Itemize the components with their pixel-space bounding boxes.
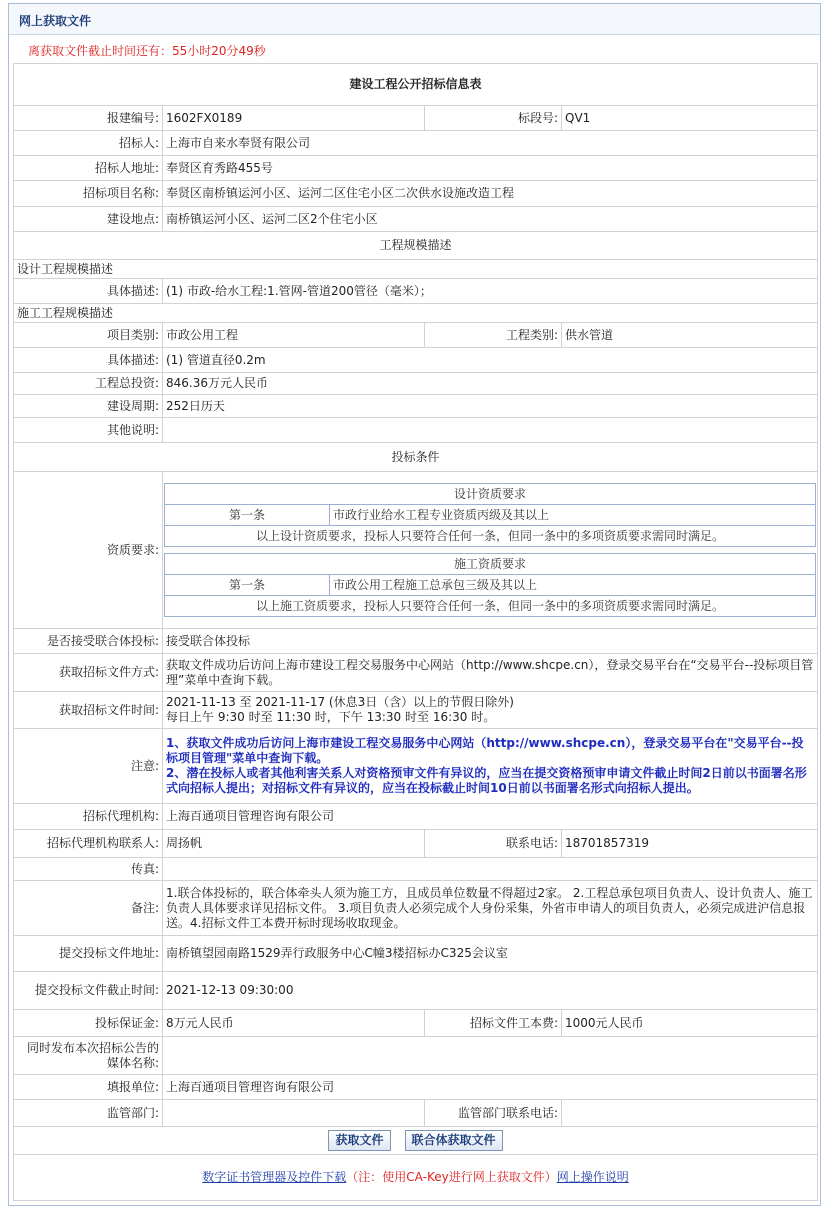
bid-conditions-heading: 投标条件 [14,443,818,472]
tenderer-label: 招标人: [14,131,163,156]
bid-info-table [13,63,818,1201]
supervisor-phone-label: 监管部门联系电话: [425,1100,562,1127]
construction-qualification-note: 以上施工资质要求，投标人只要符合任何一条，但同一条中的多项资质要求需同时满足。 [165,596,816,617]
construction-scale-heading: 施工工程规模描述 [14,304,818,323]
deposit-value: 8万元人民币 [163,1010,425,1037]
submit-addr-value: 南桥镇望园南路1529弄行政服务中心C幢3楼招标办C325会议室 [163,936,818,972]
obtain-method-label: 获取招标文件方式: [14,654,163,692]
agency-value: 上海百通项目管理咨询有限公司 [163,804,818,830]
media-value [163,1037,818,1075]
qualification-panel [163,472,818,629]
media-label: 同时发布本次招标公告的媒体名称: [14,1037,163,1075]
period-label: 建设周期: [14,395,163,418]
filler-value: 上海百通项目管理咨询有限公司 [163,1075,818,1100]
site-label: 建设地点: [14,207,163,232]
other-label: 其他说明: [14,418,163,443]
cert-manager-download-link[interactable]: 数字证书管理器及控件下载 [202,1170,347,1184]
design-scale-heading: 设计工程规模描述 [14,260,818,279]
design-desc-value: (1) 市政-给水工程:1.管网-管道200管径（毫米）； [163,279,818,304]
construction-qualification-title: 施工资质要求 [165,554,816,575]
form-title: 建设工程公开招标信息表 [14,64,818,106]
tenderer-value: 上海市自来水奉贤有限公司 [163,131,818,156]
remark-value: 1.联合体投标的，联合体牵头人须为施工方，且成员单位数量不得超过2家。 2.工程总承包项目负责人、设计负责人、施工负责人具体要求详见招标文件。 3.项目负责人必须完成个人身份采集，外省市申请人的项目负责人，必须完成进沪信息报送。4.招标文件工本费开标时现场收取现金。 [163,881,818,936]
action-bar [14,1127,818,1155]
supervisor-phone-value [562,1100,818,1127]
joint-bid-value: 接受联合体投标 [163,629,818,654]
report-no-value: 1602FX0189 [163,106,425,131]
notice-value [163,729,818,804]
panel-header [9,4,820,35]
joint-get-file-button[interactable]: 联合体获取文件 [405,1130,503,1151]
filler-label: 填报单位: [14,1075,163,1100]
fax-value [163,858,818,881]
agency-label: 招标代理机构: [14,804,163,830]
obtain-method-value: 获取文件成功后访问上海市建设工程交易服务中心网站（http://www.shcpe.cn），登录交易平台在“交易平台--投标项目管理”菜单中查询下载。 [163,654,818,692]
construction-qualification-table [164,553,816,617]
submit-deadline-value: 2021-12-13 09:30:00 [163,972,818,1010]
obtain-time-label: 获取招标文件时间: [14,692,163,729]
tenderer-addr-value: 奉贤区育秀路455号 [163,156,818,181]
get-file-button[interactable]: 获取文件 [328,1130,390,1151]
submit-addr-label: 提交投标文件地址: [14,936,163,972]
category-label: 项目类别: [14,323,163,348]
site-value: 南桥镇运河小区、运河二区2个住宅小区 [163,207,818,232]
design-qualification-note: 以上设计资质要求，投标人只要符合任何一条，但同一条中的多项资质要求需同时满足。 [165,526,816,547]
doc-fee-label: 招标文件工本费: [425,1010,562,1037]
supervisor-value [163,1100,425,1127]
investment-label: 工程总投资: [14,373,163,395]
construction-desc-value: (1) 管道直径0.2m [163,348,818,373]
period-value: 252日历天 [163,395,818,418]
online-operation-guide-link[interactable]: 网上操作说明 [556,1170,629,1184]
fax-label: 传真: [14,858,163,881]
category-value: 市政公用工程 [163,323,425,348]
doc-fee-value: 1000元人民币 [562,1010,818,1037]
tenderer-addr-label: 招标人地址: [14,156,163,181]
obtain-time-value [163,692,818,729]
joint-bid-label: 是否接受联合体投标: [14,629,163,654]
design-desc-label: 具体描述: [14,279,163,304]
construction-desc-label: 具体描述: [14,348,163,373]
scale-section-heading: 工程规模描述 [14,232,818,260]
obtain-time-dates: 2021-11-13 至 2021-11-17 (休息3日（含）以上的节假日除外) [166,695,514,709]
design-qualification-title: 设计资质要求 [165,484,816,505]
notice-line-2: 2、潜在投标人或者其他利害关系人对资格预审文件有异议的，应当在提交资格预审申请文件截止时间2日前以书面署名形式向招标人提出；对招标文件有异议的，应当在投标截止时间10日前以书面署名形式向招标人提出。 [166,766,807,795]
notice-line-1: 1、获取文件成功后访问上海市建设工程交易服务中心网站（http://www.shcpe.cn），登录交易平台在"交易平台--投标项目管理"菜单中查询下载。 [166,736,804,765]
other-value [163,418,818,443]
section-no-value: QV1 [562,106,818,131]
remark-label: 备注: [14,881,163,936]
design-item-text: 市政行业给水工程专业资质丙级及其以上 [330,505,816,526]
agency-phone-value: 18701857319 [562,830,818,858]
report-no-label: 报建编号: [14,106,163,131]
agency-phone-label: 联系电话: [425,830,562,858]
project-name-value: 奉贤区南桥镇运河小区、运河二区住宅小区二次供水设施改造工程 [163,181,818,207]
section-no-label: 标段号: [425,106,562,131]
submit-deadline-label: 提交投标文件截止时间: [14,972,163,1010]
investment-value: 846.36万元人民币 [163,373,818,395]
construction-item-no: 第一条 [165,575,330,596]
panel-title: 网上获取文件 [19,14,92,28]
countdown-text: 离获取文件截止时间还有：55小时20分49秒 [28,44,266,58]
obtain-time-hours: 每日上午 9:30 时至 11:30 时，下午 13:30 时至 16:30 时。 [166,710,496,724]
design-item-no: 第一条 [165,505,330,526]
type-value: 供水管道 [562,323,818,348]
construction-item-text: 市政公用工程施工总承包三级及其以上 [330,575,816,596]
project-name-label: 招标项目名称: [14,181,163,207]
design-qualification-table [164,483,816,547]
footer-links [14,1155,818,1201]
agency-contact-value: 周扬帆 [163,830,425,858]
supervisor-label: 监管部门: [14,1100,163,1127]
qualification-label: 资质要求: [14,472,163,629]
notice-label: 注意: [14,729,163,804]
type-label: 工程类别: [425,323,562,348]
agency-contact-label: 招标代理机构联系人: [14,830,163,858]
deposit-label: 投标保证金: [14,1010,163,1037]
ca-key-note: （注：使用CA-Key进行网上获取文件） [346,1170,557,1184]
